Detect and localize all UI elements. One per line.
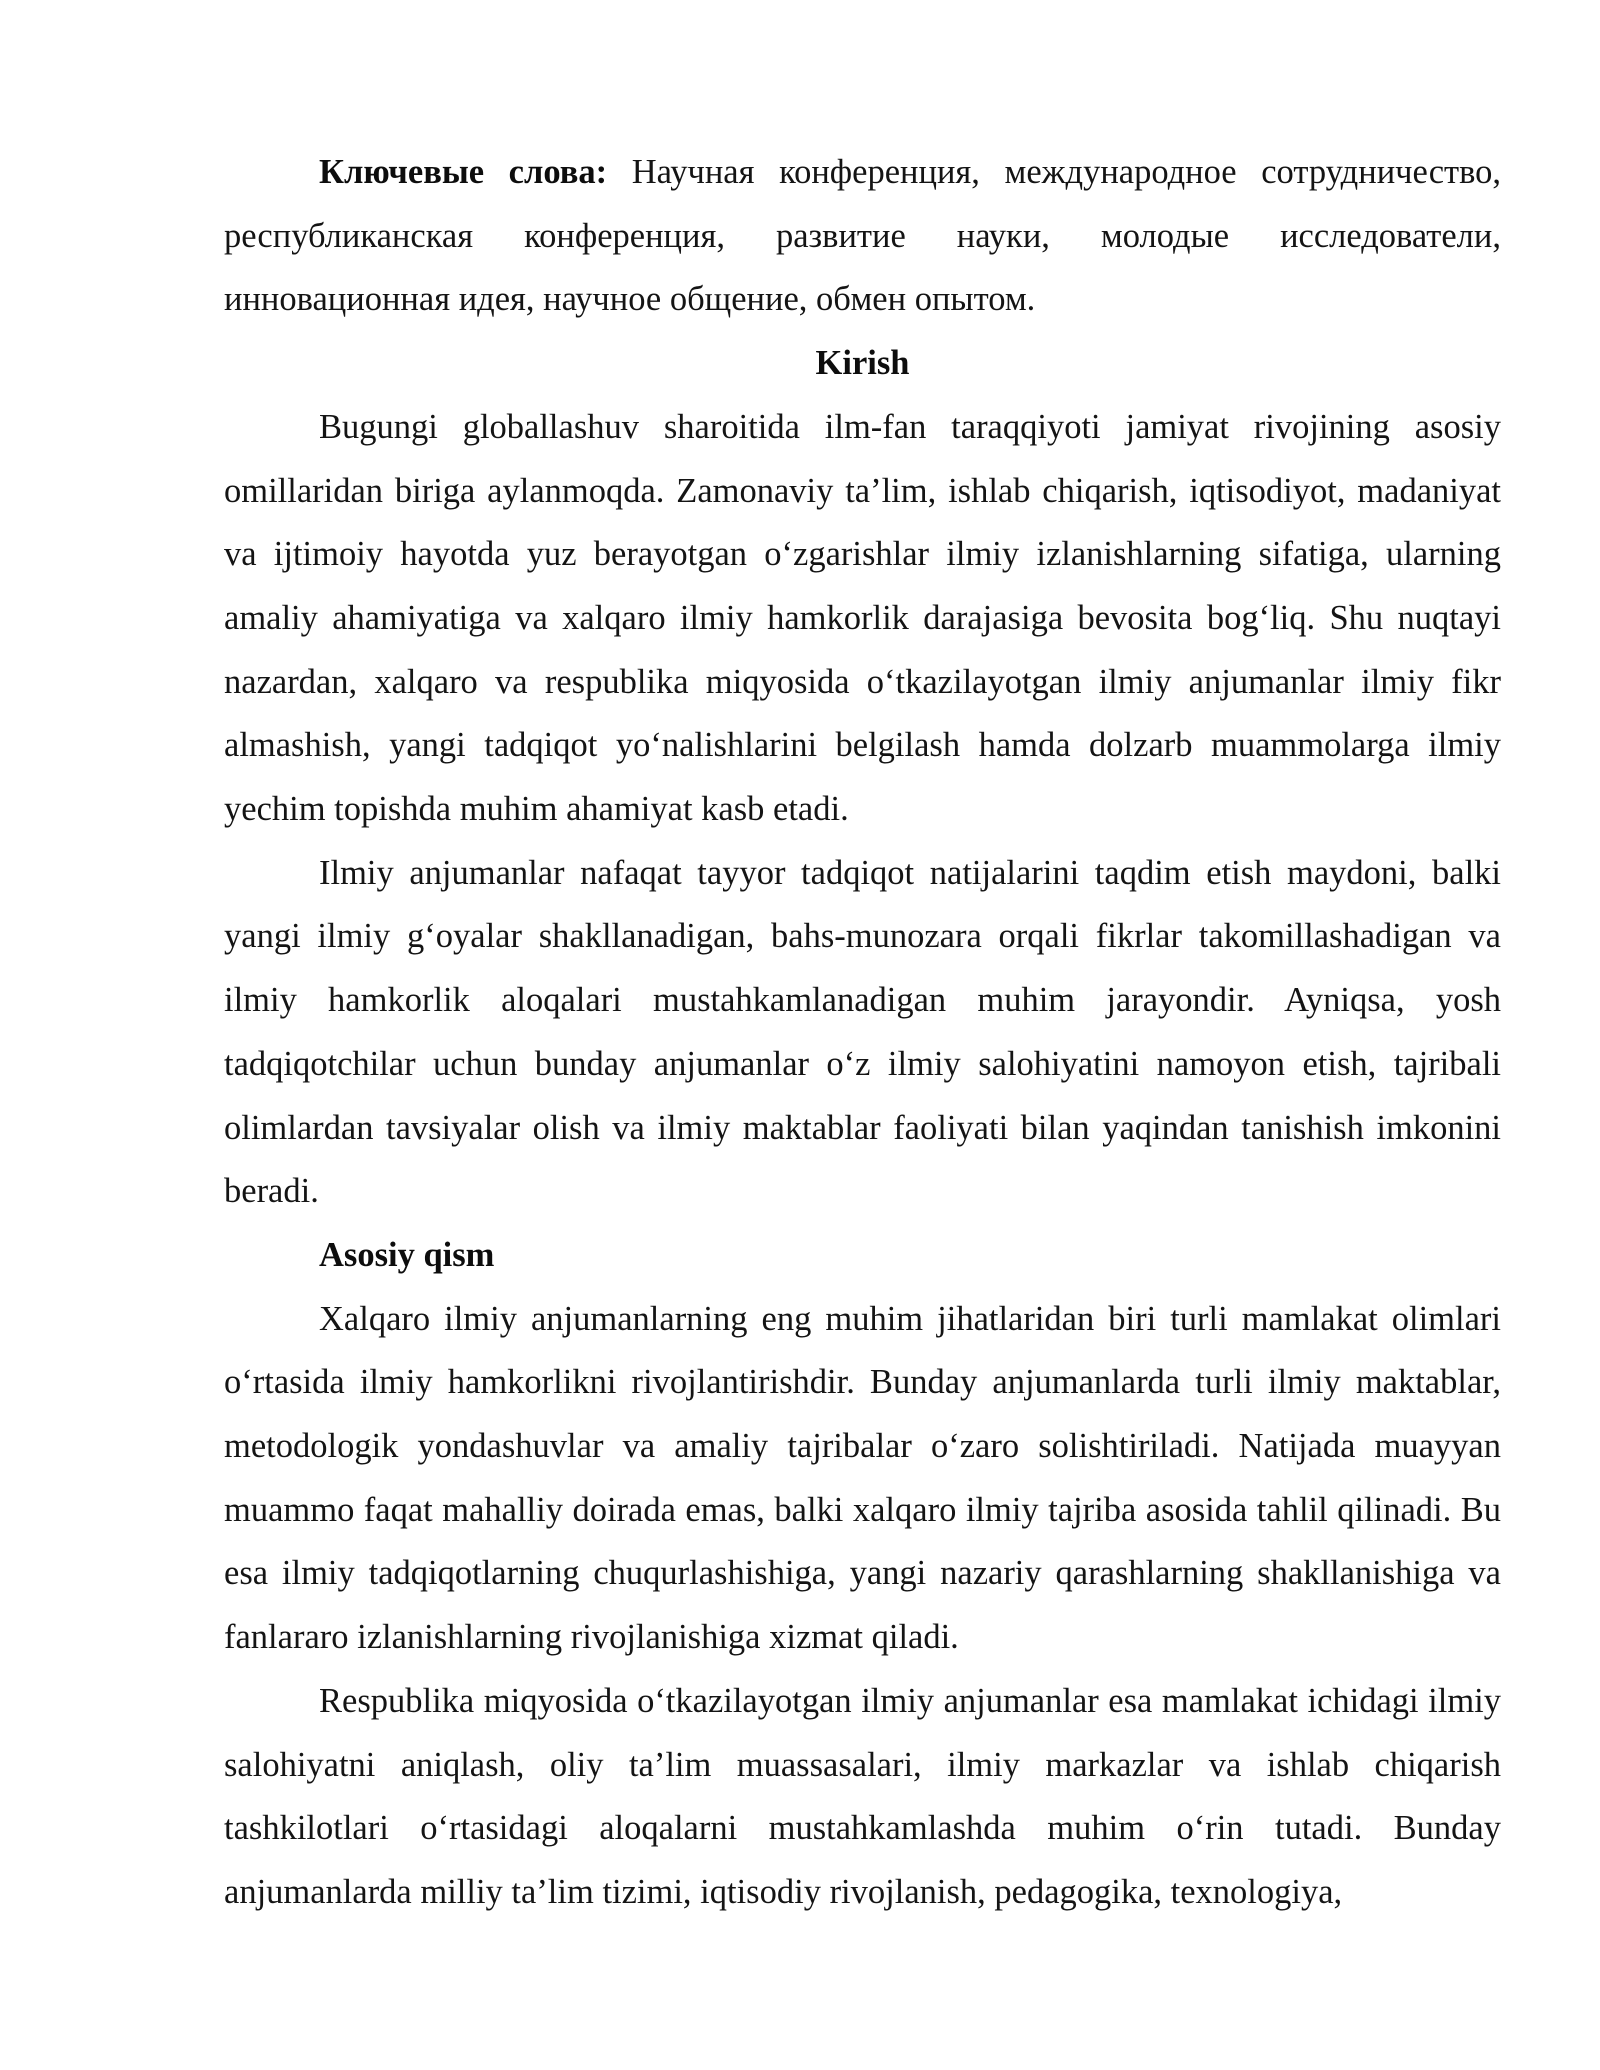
intro-paragraph-1: Bugungi globallashuv sharoitida ilm-fan taraqqiyoti jamiyat rivojining asosiy omillaridan biriga aylanmoqda. Zamonaviy ta’lim, ishlab chiqarish, iqtisodiyot, madaniyat va ijtimoiy hayotda yuz berayotgan o‘zgarishlar ilmiy izlanishlarning sifatiga, ularning amaliy ahamiyatiga va xalqaro ilmiy hamkorlik darajasiga bevosita bog‘liq. Shu nuqtayi nazardan, xalqaro va respublika miqyosida o‘tkazilayotgan ilmiy anjumanlar ilmiy fikr almashish, yangi tadqiqot yo‘nalishlarini belgilash hamda dolzarb muammolarga ilmiy yechim topishda muhim ahamiyat kasb etadi.: [224, 407, 1501, 829]
keywords-paragraph: [224, 141, 1501, 332]
main-heading: Asosiy qism: [319, 1235, 495, 1274]
intro-paragraph-2: Ilmiy anjumanlar nafaqat tayyor tadqiqot natijalarini taqdim etish maydoni, balki yangi ilmiy g‘oyalar shakllanadigan, bahs-munozara orqali fikrlar takomillashadigan va ilmiy hamkorlik aloqalari mustahkamlanadigan muhim jarayondir. Ayniqsa, yosh tadqiqotchilar uchun bunday anjumanlar o‘z ilmiy salohiyatini namoyon etish, tajribali olimlardan tavsiyalar olish va ilmiy maktablar faoliyati bilan yaqindan tanishish imkonini beradi.: [224, 853, 1501, 1211]
document-body: [224, 141, 1501, 1925]
main-paragraph-2: Respublika miqyosida o‘tkazilayotgan ilmiy anjumanlar esa mamlakat ichidagi ilmiy salohiyatni aniqlash, oliy ta’lim muassasalari, ilmiy markazlar va ishlab chiqarish tashkilotlari o‘rtasidagi aloqalarni mustahkamlashda muhim o‘rin tutadi. Bunday anjumanlarda milliy ta’lim tizimi, iqtisodiy rivojlanish, pedagogika, texnologiya,: [224, 1681, 1501, 1911]
intro-heading: Kirish: [815, 344, 910, 383]
keywords-text: Научная конференция, международное сотрудничество, республиканская конференция, развитие науки, молодые исследователи, инновационная идея, научное общение, обмен опытом.: [224, 153, 1502, 319]
main-paragraph-1: Xalqaro ilmiy anjumanlarning eng muhim jihatlaridan biri turli mamlakat olimlari o‘rtasida ilmiy hamkorlikni rivojlantirishdir. Bunday anjumanlarda turli ilmiy maktablar, metodologik yondashuvlar va amaliy tajribalar o‘zaro solishtiriladi. Natijada muayyan muammo faqat mahalliy doirada emas, balki xalqaro ilmiy tajriba asosida tahlil qilinadi. Bu esa ilmiy tadqiqotlarning chuqurlashishiga, yangi nazariy qarashlarning shakllanishiga va fanlararo izlanishlarning rivojlanishiga xizmat qiladi.: [224, 1299, 1501, 1657]
keywords-label: Ключевые слова:: [319, 153, 608, 191]
